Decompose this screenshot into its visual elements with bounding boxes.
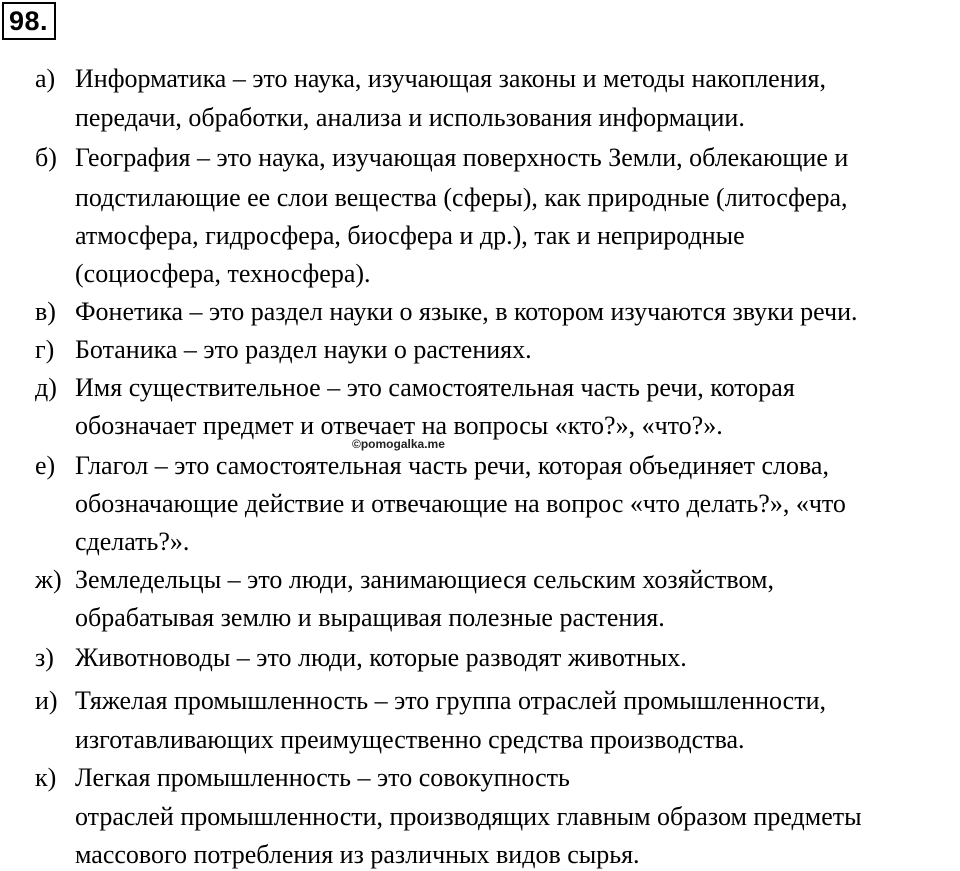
- watermark-text: ©pomogalka.me: [352, 437, 445, 451]
- item-e-line-2: обозначающие действие и отвечающие на вопрос «что делать?», «что: [75, 489, 846, 518]
- item-e-marker: е): [35, 451, 56, 480]
- item-i-marker: и): [35, 686, 58, 715]
- item-b-line-3: атмосфера, гидросфера, биосфера и др.), так и неприродные: [75, 221, 745, 250]
- item-i-line-2: изготавливающих преимущественно средства производства.: [75, 725, 745, 754]
- item-b-line-4: (социосфера, техносфера).: [75, 259, 371, 288]
- item-k-line-3: массового потребления из различных видов сырья.: [75, 840, 640, 869]
- item-b-marker: б): [35, 143, 57, 172]
- item-e-line-1: Глагол – это самостоятельная часть речи, которая объединяет слова,: [75, 451, 829, 480]
- item-g-marker: г): [35, 335, 55, 364]
- item-zh-marker: ж): [35, 565, 62, 594]
- item-e-line-3: сделать?».: [75, 527, 190, 556]
- item-d-marker: д): [35, 373, 57, 402]
- item-v-line-1: Фонетика – это раздел науки о языке, в котором изучаются звуки речи.: [75, 297, 858, 326]
- item-i-line-1: Тяжелая промышленность – это группа отраслей промышленности,: [75, 686, 826, 715]
- item-zh-line-2: обрабатывая землю и выращивая полезные растения.: [75, 603, 665, 632]
- item-b-line-1: География – это наука, изучающая поверхность Земли, облекающие и: [75, 143, 849, 172]
- item-k-line-2: отраслей промышленности, производящих главным образом предметы: [75, 802, 862, 831]
- item-k-line-1: Легкая промышленность – это совокупность: [75, 763, 570, 792]
- item-k-marker: к): [35, 763, 57, 792]
- item-b-line-2: подстилающие ее слои вещества (сферы), как природные (литосфера,: [75, 183, 848, 212]
- item-z-marker: з): [35, 643, 54, 672]
- item-v-marker: в): [35, 297, 56, 326]
- item-zh-line-1: Земледельцы – это люди, занимающиеся сельским хозяйством,: [75, 565, 774, 594]
- exercise-number: 98.: [2, 2, 56, 40]
- item-a-marker: а): [35, 64, 56, 93]
- item-d-line-1: Имя существительное – это самостоятельная часть речи, которая: [75, 373, 795, 402]
- item-z-line-1: Животноводы – это люди, которые разводят животных.: [75, 643, 687, 672]
- item-g-line-1: Ботаника – это раздел науки о растениях.: [75, 335, 532, 364]
- item-a-line-1: Информатика – это наука, изучающая законы и методы накопления,: [75, 64, 826, 93]
- item-d-line-2: обозначает предмет и отвечает на вопросы «кто?», «что?».: [75, 411, 723, 440]
- item-a-line-2: передачи, обработки, анализа и использования информации.: [75, 103, 745, 132]
